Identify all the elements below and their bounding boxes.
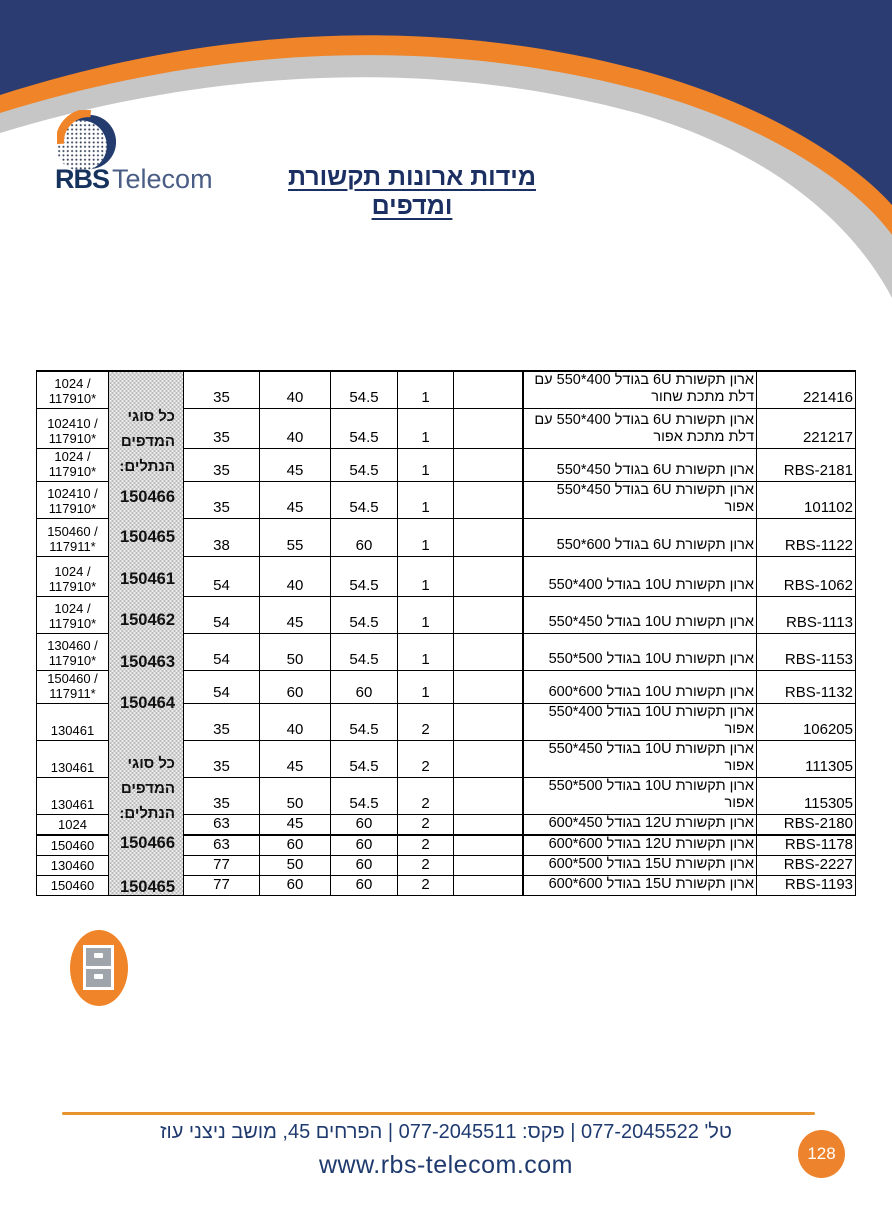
cell-item-code: RBS-1122 [757, 519, 856, 557]
cell-empty [454, 449, 523, 482]
cell-height: 54 [184, 671, 260, 704]
cell-empty [454, 671, 523, 704]
cell-width: 45 [260, 482, 331, 519]
file-cabinet-icon [70, 930, 128, 1006]
cell-shelf-code: 1024 / 117910* [37, 557, 109, 597]
cell-description: ארון תקשורת 10U בגודל 550‎*‎450 אפור [523, 741, 757, 778]
cell-qty: 2 [398, 704, 454, 741]
cell-shelf-code: 102410 / 117910* [37, 409, 109, 449]
cell-item-code: 111305 [757, 741, 856, 778]
cell-depth: 60 [331, 815, 398, 836]
cell-description: ארון תקשורת 10U בגודל 550‎*‎400 [523, 557, 757, 597]
page-number-badge [798, 1130, 845, 1178]
cell-item-code: 221217 [757, 409, 856, 449]
cell-empty [454, 371, 523, 409]
cell-item-code: RBS-2227 [757, 856, 856, 876]
cell-item-code: 106205 [757, 704, 856, 741]
page-number: 128 [807, 1144, 836, 1163]
cell-height: 63 [184, 835, 260, 856]
cell-width: 60 [260, 835, 331, 856]
cell-shelf-code: 130461 [37, 704, 109, 741]
cell-qty: 2 [398, 778, 454, 815]
cell-empty [454, 741, 523, 778]
cell-height: 38 [184, 519, 260, 557]
cell-depth: 60 [331, 876, 398, 896]
cell-item-code: RBS-1178 [757, 835, 856, 856]
cell-qty: 1 [398, 519, 454, 557]
cell-depth: 60 [331, 835, 398, 856]
shelf-label: 150463 [119, 653, 175, 671]
page-title: מידות ארונות תקשורת ומדפים [288, 163, 536, 220]
cell-height: 77 [184, 876, 260, 896]
cell-qty: 1 [398, 371, 454, 409]
cell-qty: 1 [398, 671, 454, 704]
cell-description: ארון תקשורת 15U בגודל 600‎*‎600 [523, 876, 757, 896]
cell-item-code: 101102 [757, 482, 856, 519]
cell-width: 50 [260, 778, 331, 815]
cell-item-code: 221416 [757, 371, 856, 409]
cell-description: ארון תקשורת 6U בגודל 550‎*‎450 אפור [523, 482, 757, 519]
cell-description: ארון תקשורת 10U בגודל 600‎*‎600 [523, 671, 757, 704]
cell-depth: 54.5 [331, 482, 398, 519]
cell-width: 45 [260, 597, 331, 634]
cabinet-dimensions-table [37, 370, 856, 896]
shelf-label: 150466 [119, 488, 175, 506]
cell-qty: 1 [398, 557, 454, 597]
cell-shelf-code: 1024 / 117910* [37, 597, 109, 634]
table-row [37, 371, 856, 409]
logo-text-telecom: Telecom [112, 164, 213, 194]
cell-height: 54 [184, 557, 260, 597]
cell-height: 35 [184, 778, 260, 815]
cell-depth: 54.5 [331, 741, 398, 778]
cell-shelf-code: 130461 [37, 778, 109, 815]
cell-item-code: RBS-1153 [757, 634, 856, 671]
cell-qty: 2 [398, 741, 454, 778]
cell-empty [454, 557, 523, 597]
cell-height: 63 [184, 815, 260, 836]
cell-shelf-code: 102410 / 117910* [37, 482, 109, 519]
cell-empty [454, 482, 523, 519]
cell-qty: 1 [398, 634, 454, 671]
logo-text-rbs: RBS [55, 164, 110, 194]
shelf-labels [111, 388, 181, 893]
cell-description: ארון תקשורת 12U בגודל 600‎*‎600 [523, 835, 757, 856]
cell-empty [454, 704, 523, 741]
cell-height: 35 [184, 449, 260, 482]
cell-width: 55 [260, 519, 331, 557]
cell-shelf-code: 130460 [37, 856, 109, 876]
cell-depth: 60 [331, 519, 398, 557]
cell-height: 35 [184, 741, 260, 778]
cell-empty [454, 856, 523, 876]
cell-shelf-code: 1024 [37, 815, 109, 836]
cell-depth: 54.5 [331, 704, 398, 741]
cell-shelf-code: 150460 [37, 876, 109, 896]
cell-empty [454, 876, 523, 896]
cell-empty [454, 519, 523, 557]
cell-width: 50 [260, 634, 331, 671]
cell-depth: 54.5 [331, 597, 398, 634]
cell-item-code: RBS-1132 [757, 671, 856, 704]
cell-empty [454, 835, 523, 856]
cell-depth: 54.5 [331, 409, 398, 449]
shelf-label: כל סוגי המדפים הנתלים: [119, 755, 175, 822]
cell-shelf-code: 1024 / 117910* [37, 371, 109, 409]
shelf-column [109, 371, 184, 896]
shelf-label: 150466 [119, 834, 175, 852]
cell-item-code: RBS-1193 [757, 876, 856, 896]
cell-qty: 2 [398, 856, 454, 876]
cell-description: ארון תקשורת 6U בגודל 550‎*‎600 [523, 519, 757, 557]
cell-empty [454, 778, 523, 815]
shelf-label: 150465 [119, 528, 175, 546]
cell-description: ארון תקשורת 10U בגודל 550‎*‎500 [523, 634, 757, 671]
logo-wordmark [55, 164, 213, 195]
cell-height: 35 [184, 409, 260, 449]
cell-width: 40 [260, 704, 331, 741]
footer-website: www.rbs-telecom.com [319, 1151, 573, 1179]
cell-height: 35 [184, 482, 260, 519]
cell-item-code: RBS-1113 [757, 597, 856, 634]
cell-width: 60 [260, 671, 331, 704]
cell-width: 45 [260, 741, 331, 778]
cell-description: ארון תקשורת 12U בגודל 600‎*‎450 [523, 815, 757, 836]
cell-height: 54 [184, 634, 260, 671]
cell-description: ארון תקשורת 10U בגודל 550‎*‎500 אפור [523, 778, 757, 815]
cell-shelf-code: 150460 [37, 835, 109, 856]
cell-depth: 54.5 [331, 778, 398, 815]
cell-width: 45 [260, 449, 331, 482]
cell-description: ארון תקשורת 6U בגודל 550‎*‎450 [523, 449, 757, 482]
cell-width: 40 [260, 371, 331, 409]
shelf-label: כל סוגי המדפים הנתלים: [119, 408, 175, 475]
cell-height: 35 [184, 371, 260, 409]
cell-shelf-code: 130461 [37, 741, 109, 778]
cell-empty [454, 597, 523, 634]
shelf-label: 150464 [119, 694, 175, 712]
cell-description: ארון תקשורת 10U בגודל 550‎*‎400 אפור [523, 704, 757, 741]
cell-qty: 2 [398, 876, 454, 896]
cell-shelf-code: 130460 / 117910* [37, 634, 109, 671]
cell-item-code: RBS-2180 [757, 815, 856, 836]
shelf-label: 150461 [119, 570, 175, 588]
cell-shelf-code: 150460 / 117911* [37, 519, 109, 557]
cell-width: 60 [260, 876, 331, 896]
cell-width: 40 [260, 557, 331, 597]
cell-qty: 2 [398, 815, 454, 836]
cell-depth: 54.5 [331, 371, 398, 409]
cell-width: 50 [260, 856, 331, 876]
cell-qty: 1 [398, 597, 454, 634]
cell-depth: 54.5 [331, 634, 398, 671]
footer-divider [62, 1112, 815, 1115]
rbs-telecom-logo [55, 106, 225, 206]
cell-description: ארון תקשורת 6U בגודל 550‎*‎400 עם דלת מתכת אפור [523, 409, 757, 449]
shelf-label: 150465 [119, 878, 175, 893]
cell-empty [454, 409, 523, 449]
cell-qty: 1 [398, 449, 454, 482]
cell-description: ארון תקשורת 10U בגודל 550‎*‎450 [523, 597, 757, 634]
cell-qty: 1 [398, 409, 454, 449]
footer-contact-info: טל' 077-2045522 | פקס: 077-2045511 | הפרחים 45, מושב ניצני עוז [160, 1121, 732, 1143]
cell-height: 77 [184, 856, 260, 876]
shelf-label: 150462 [119, 611, 175, 629]
cell-depth: 60 [331, 856, 398, 876]
cell-shelf-code: 1024 / 117910* [37, 449, 109, 482]
cell-item-code: 115305 [757, 778, 856, 815]
cell-description: ארון תקשורת 15U בגודל 600‎*‎500 [523, 856, 757, 876]
cell-empty [454, 815, 523, 836]
cell-description: ארון תקשורת 6U בגודל 550‎*‎400 עם דלת מתכת שחור [523, 371, 757, 409]
cell-height: 54 [184, 597, 260, 634]
cell-depth: 54.5 [331, 557, 398, 597]
cell-height: 35 [184, 704, 260, 741]
cell-qty: 1 [398, 482, 454, 519]
cell-item-code: RBS-2181 [757, 449, 856, 482]
cell-depth: 60 [331, 671, 398, 704]
cell-width: 45 [260, 815, 331, 836]
cell-item-code: RBS-1062 [757, 557, 856, 597]
cell-width: 40 [260, 409, 331, 449]
cell-empty [454, 634, 523, 671]
cell-depth: 54.5 [331, 449, 398, 482]
cell-qty: 2 [398, 835, 454, 856]
cell-shelf-code: 150460 / 117911* [37, 671, 109, 704]
